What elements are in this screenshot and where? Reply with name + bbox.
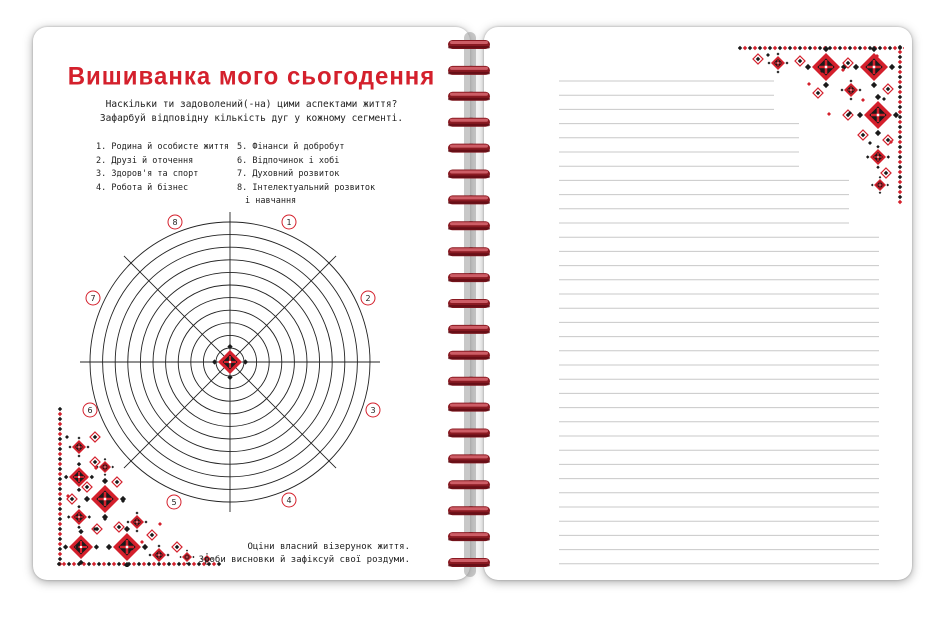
segment-number: 2 — [365, 294, 371, 303]
aspect-item: 1. Родина й особисте життя — [96, 142, 230, 152]
segment-number: 3 — [370, 406, 376, 415]
aspect-item: 8. Інтелектуальний розвиток — [237, 182, 376, 193]
segment-number: 6 — [87, 406, 93, 415]
segment-number: 4 — [286, 496, 292, 505]
aspect-item-continued: і навчання — [245, 196, 297, 206]
segment-number: 8 — [172, 218, 178, 227]
question-text: Наскільки ти задоволений(-на) цими аспектами життя? — [105, 99, 398, 110]
aspect-item: 7. Духовний розвиток — [237, 169, 340, 179]
notes-page — [484, 27, 912, 580]
life-wheel — [33, 27, 470, 580]
instruction-text: Зафарбуй відповідну кількість дуг у кожному сегменті. — [99, 113, 404, 124]
footer-text-line2: Зроби висновки й зафіксуй свої роздуми. — [198, 555, 410, 565]
aspect-item: 5. Фінанси й добробут — [237, 142, 345, 152]
footer-text-line1: Оціни власний візерунок життя. — [247, 542, 410, 552]
aspect-item: 2. Друзі й оточення — [96, 155, 194, 166]
segment-number: 7 — [90, 294, 96, 303]
embroidery-ornament-top-right — [738, 45, 904, 205]
segment-number: 5 — [171, 498, 177, 507]
aspect-item: 6. Відпочинок і хобі — [237, 155, 340, 166]
page-title: Вишиванка мого сьогодення — [67, 62, 436, 91]
spiral-binding — [440, 30, 500, 590]
aspect-item: 3. Здоров'я та спорт — [96, 169, 199, 179]
aspect-item: 4. Робота й бізнес — [96, 182, 189, 193]
segment-number: 1 — [286, 218, 292, 227]
